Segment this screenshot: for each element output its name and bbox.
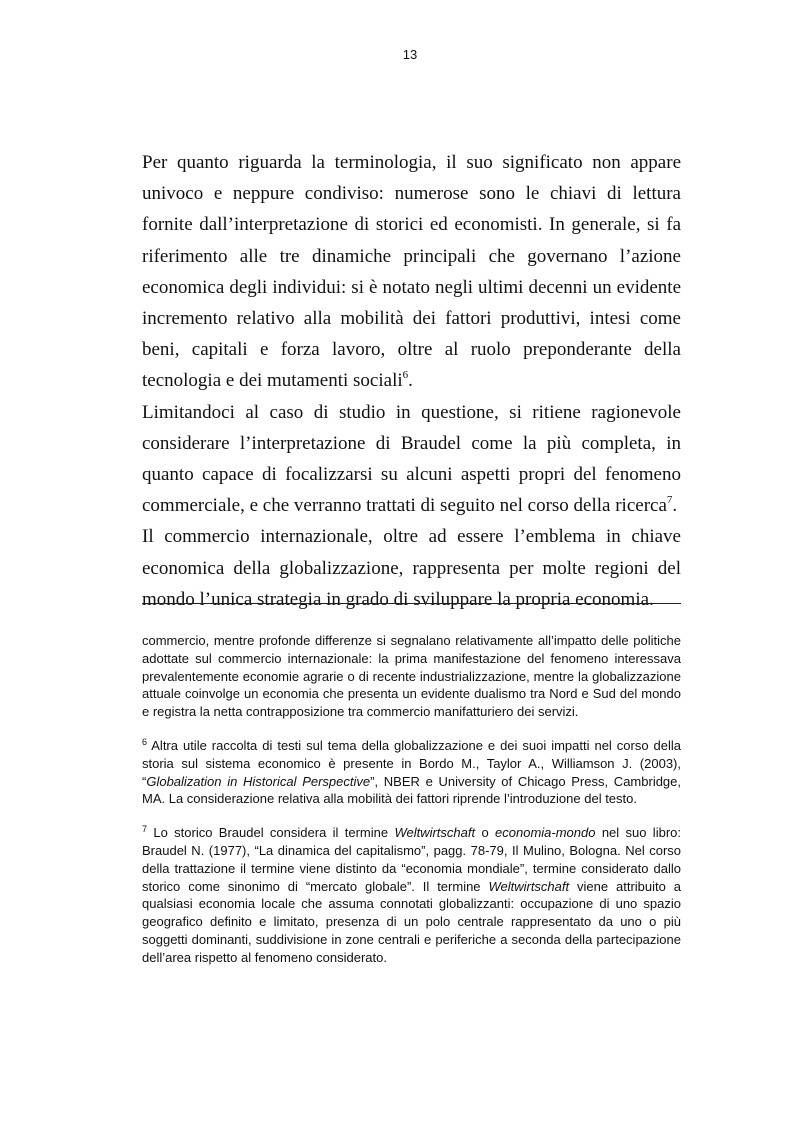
- paragraph-braudel: [142, 397, 681, 522]
- footnote-ref-6[interactable]: 6: [402, 369, 409, 382]
- page-number: 13: [402, 47, 418, 62]
- book-title: Globalization in Historical Perspective: [146, 773, 371, 789]
- footnote-text: nel suo libro: Braudel N. (1977), “La dinamica del capitalismo”, pagg. 78-79, Il Mulino, Bologna. Nel corso della trattazione il termine viene distinto da “economia mondiale”, termine considerato dallo storico come sinonimo di “mercato globale”. Il termine: [142, 825, 681, 894]
- footnote-text: o: [475, 825, 496, 841]
- footnote-separator: [142, 603, 681, 604]
- footnote-7: [142, 824, 681, 966]
- footnote-continuation: commercio, mentre profonde differenze si segnalano relativamente all’impatto delle politiche adottate sul commercio internazionale: la prima manifestazione del fenomeno interessava prevalentemente economie agrarie o di recente industrializzazione, mentre la globalizzazione attuale coinvolge un economia che presenta un evidente dualismo tra Nord e Sud del mondo e registra la netta contrapposizione tra commercio manifatturiero dei servizi.: [142, 633, 681, 720]
- paragraph-terminology: [142, 147, 681, 397]
- paragraph-end: .: [408, 370, 413, 392]
- term-italic: economia-mondo: [495, 825, 596, 841]
- paragraph-end: .: [672, 495, 678, 517]
- footnote-text: viene attribuito a qualsiasi economia locale che assuma connotati globalizzanti: occupazione di uno spazio geografico definito e limitato, presenza di un polo centrale rappresentato da uno o più soggetti dominanti, suddivisione in zone centrali e periferiche a seconda della partecipazione dell’area rispetto al fenomeno considerato.: [142, 878, 681, 965]
- footnote-6: [142, 737, 681, 808]
- footnote-mark: 6: [142, 736, 148, 747]
- footnote-text: ”, NBER e University of Chicago Press, Cambridge, MA. La considerazione relativa alla mobilità dei fattori riprende l’introduzione del testo.: [142, 773, 682, 807]
- paragraph-text: Il commercio internazionale, oltre ad essere l’emblema in chiave economica della globalizzazione, rappresenta per molte regioni del mondo l’unica strategia in grado di sviluppare la propria economia.: [142, 526, 681, 610]
- footnote-ref-7[interactable]: 7: [666, 494, 673, 507]
- term-italic: Weltwirtschaft: [394, 825, 476, 841]
- footnote-text: Lo storico Braudel considera il termine: [147, 825, 395, 841]
- main-text: [142, 147, 681, 615]
- footnotes: [142, 632, 681, 983]
- paragraph-text: Per quanto riguarda la terminologia, il suo significato non appare univoco e neppure condiviso: numerose sono le chiavi di lettura fornite dall’interpretazione di storici ed economisti. In generale, si fa riferimento alle tre dinamiche principali che governano l’azione economica degli individui: si è notato negli ultimi decenni un evidente incremento relativo alla mobilità dei fattori produttivi, intesi come beni, capitali e forza lavoro, oltre al ruolo preponderante della tecnologia e dei mutamenti sociali: [142, 152, 681, 392]
- paragraph-text: Limitandoci al caso di studio in questione, si ritiene ragionevole considerare l’interpretazione di Braudel come la più completa, in quanto capace di focalizzarsi su alcuni aspetti propri del fenomeno commerciale, e che verranno trattati di seguito nel corso della ricerca: [142, 401, 681, 517]
- footnote-text: Altra utile raccolta di testi sul tema della globalizzazione e dei suoi impatti nel corso della storia sul sistema economico è presente in Bordo M., Taylor A., Williamson J. (2003), “: [142, 737, 681, 789]
- term-italic: Weltwirtschaft: [488, 878, 570, 894]
- footnote-mark: 7: [142, 824, 148, 835]
- paragraph-international-trade: [142, 521, 681, 615]
